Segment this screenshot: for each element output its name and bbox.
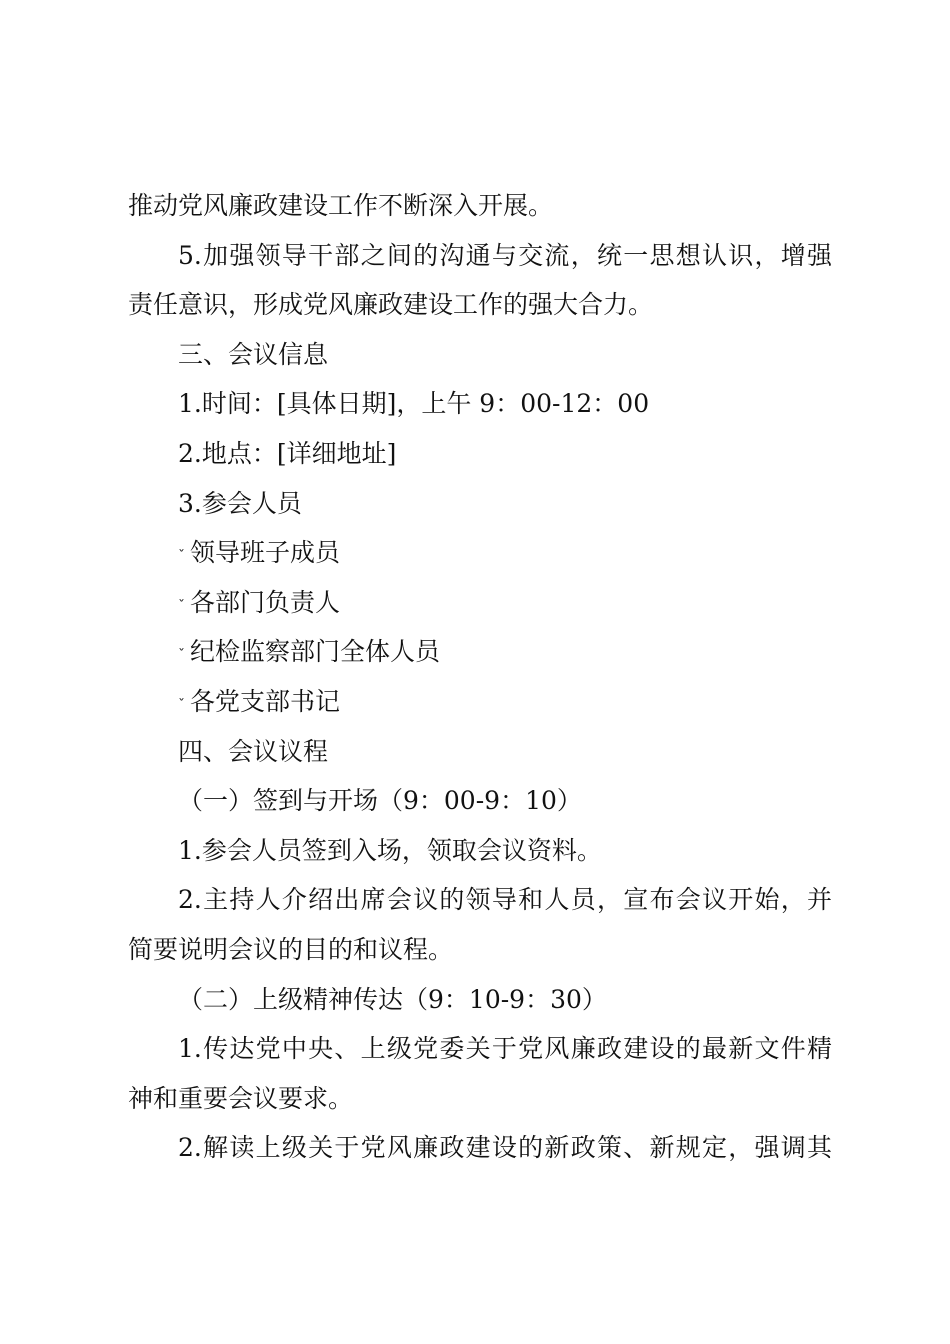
agenda-part-2-heading: （二）上级精神传达（9：10-9：30） [178,984,607,1014]
agenda-part-1-item-2-line-1: 2.主持人介绍出席会议的领导和人员，宣布会议开始，并 [178,885,832,915]
check-bullet-icon: ˇ [178,548,185,565]
attendee-item [128,528,832,578]
agenda-part-1-item-2-line-2: 简要说明会议的目的和议程。 [128,934,454,964]
check-bullet-icon: ˇ [178,597,185,614]
meeting-place: 2.地点：[详细地址] [178,438,397,468]
attendee-label: 各党支部书记 [190,686,341,716]
item-5-line-1: 5.加强领导干部之间的沟通与交流，统一思想认识，增强 [178,240,832,270]
agenda-part-1-heading: （一）签到与开场（9：00-9：10） [178,786,582,816]
agenda-part-1-item-1: 1.参会人员签到入场，领取会议资料。 [178,835,602,865]
document-body [128,181,832,1173]
check-bullet-icon: ˇ [178,696,185,713]
agenda-part-2-item-1-line-1: 1.传达党中央、上级党委关于党风廉政建设的最新文件精 [178,1034,832,1064]
attendee-item [128,627,832,677]
section-4-heading: 四、会议议程 [178,736,329,766]
paragraph-continuation: 推动党风廉政建设工作不断深入开展。 [128,191,554,220]
attendee-label: 领导班子成员 [190,538,341,568]
item-5-line-2: 责任意识，形成党风廉政建设工作的强大合力。 [128,290,654,320]
section-3-heading: 三、会议信息 [178,339,329,369]
attendee-item [128,677,832,727]
check-bullet-icon: ˇ [178,647,185,664]
attendees-heading: 3.参会人员 [178,488,302,518]
attendee-label: 纪检监察部门全体人员 [190,637,441,667]
attendee-item [128,578,832,628]
agenda-part-2-item-1-line-2: 神和重要会议要求。 [128,1083,354,1113]
agenda-part-2-item-2-line-1: 2.解读上级关于党风廉政建设的新政策、新规定，强调其 [178,1133,832,1163]
attendee-label: 各部门负责人 [190,587,341,617]
meeting-time: 1.时间：[具体日期]，上午 9：00-12：00 [178,389,650,419]
